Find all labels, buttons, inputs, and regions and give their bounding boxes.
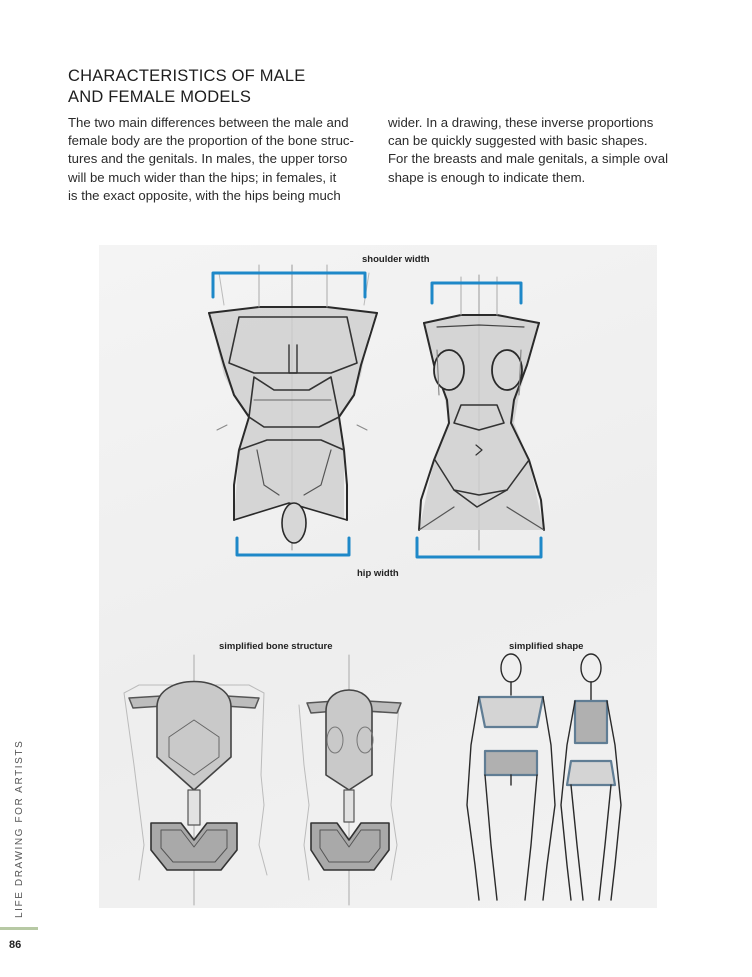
body-line: The two main differences between the male and [68,115,349,130]
male-shoulder-bracket [213,273,365,297]
anatomy-illustration [99,245,657,908]
book-title-running-head: LIFE DRAWING FOR ARTISTS [14,739,25,918]
simplified-shape-label: simplified shape [509,641,584,652]
shoulder-width-label: shoulder width [362,254,430,265]
heading-line-1: CHARACTERISTICS OF MALE [68,67,306,85]
body-line: For the breasts and male genitals, a simple oval [388,151,669,167]
female-shoulder-bracket [432,283,521,303]
bone-structure-label: simplified bone structure [219,641,333,652]
male-simplified-shape [467,654,555,900]
female-simplified-shape [561,654,621,900]
heading-line-2: AND FEMALE MODELS [68,88,252,106]
body-column-left [68,114,368,205]
male-torso-sketch [209,265,377,550]
page-number: 86 [9,939,22,951]
body-line: shape is enough to indicate them. [388,169,586,185]
body-line: will be much wider than the hips; in females, it [68,169,337,185]
section-heading [68,66,468,108]
body-line: can be quickly suggested with basic shapes. [388,133,648,149]
female-bone-structure [299,655,401,905]
body-column-right [388,114,688,187]
body-line: is the exact opposite, with the hips being much [68,187,341,203]
footer-rule [0,927,38,930]
female-torso-sketch [419,275,544,550]
male-bone-structure [124,655,267,905]
body-line: female body are the proportion of the bone struc- [68,133,354,149]
body-line: wider. In a drawing, these inverse proportions [388,115,654,130]
hip-width-label: hip width [357,568,399,579]
body-line: tures and the genitals. In males, the upper torso [68,151,348,167]
